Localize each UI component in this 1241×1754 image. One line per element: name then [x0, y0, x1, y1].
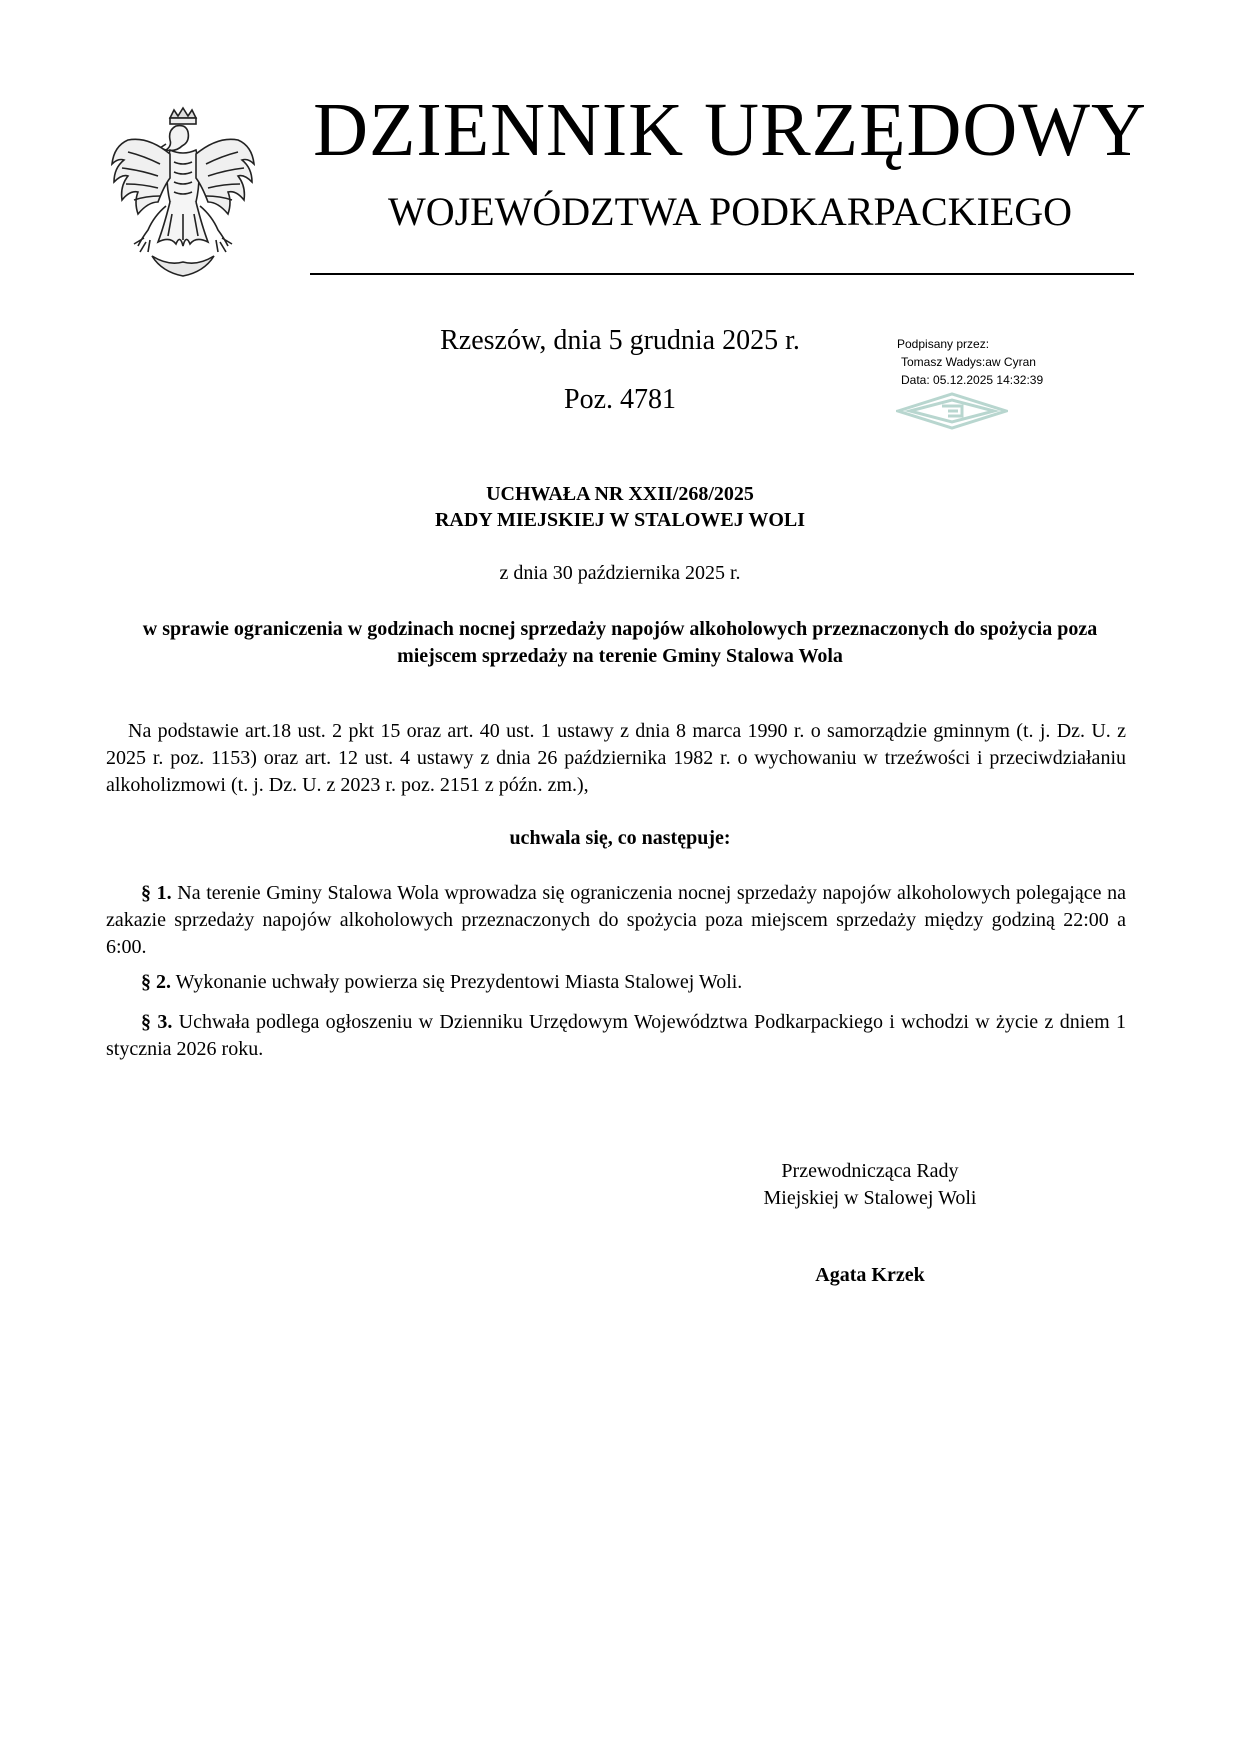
legal-basis-preamble: Na podstawie art.18 ust. 2 pkt 15 oraz art. 40 ust. 1 ustawy z dnia 8 marca 1990 r. o samorządzie gminnym (t. j. Dz. U. z 2025 r. poz. 1153) oraz art. 12 ust. 4 ustawy z dnia 26 października 1982 r. o wychowaniu w trzeźwości i przeciwdziałaniu alkoholizmowi (t. j. Dz. U. z 2023 r. poz. 2151 z późn. zm.),	[106, 720, 1126, 796]
paragraph-label: § 3.	[141, 1011, 173, 1033]
signer-name: Tomasz Wadys:aw Cyran	[901, 355, 1036, 369]
resolves-clause: uchwala się, co następuje:	[509, 827, 731, 849]
journal-subtitle: WOJEWÓDZTWA PODKARPACKIEGO	[387, 189, 1073, 234]
signatory-title-line-1: Przewodnicząca Rady	[781, 1160, 959, 1182]
paragraph-1	[106, 880, 1126, 961]
paragraph-label: § 2.	[141, 971, 171, 993]
signatory-title-line-2: Miejskiej w Stalowej Woli	[763, 1187, 977, 1209]
paragraph-3	[106, 1009, 1126, 1063]
resolution-number: UCHWAŁA NR XXII/268/2025	[486, 483, 754, 505]
journal-title: DZIENNIK URZĘDOWY	[313, 88, 1147, 172]
council-name: RADY MIEJSKIEJ W STALOWEJ WOLI	[434, 509, 806, 531]
paragraph-text: Na terenie Gminy Stalowa Wola wprowadza się ograniczenia nocnej sprzedaży napojów alkoholowych polegające na zakazie sprzedaży napojów alkoholowych przeznaczonych do spożycia poza miejscem sprzedaży między godziną 22:00 a 6:00.	[106, 882, 1126, 958]
publication-place-date: Rzeszów, dnia 5 grudnia 2025 r.	[440, 325, 800, 356]
paragraph-text: Wykonanie uchwały powierza się Prezydentowi Miasta Stalowej Woli.	[175, 971, 743, 993]
signature-label: Podpisany przez:	[897, 337, 990, 351]
digital-signature-info	[897, 335, 1127, 389]
header-divider	[310, 273, 1134, 275]
paragraph-label: § 1.	[141, 882, 172, 904]
polish-eagle-emblem-icon	[108, 106, 258, 281]
paragraph-2	[106, 969, 1126, 996]
signatory-name: Agata Krzek	[815, 1264, 925, 1286]
resolution-date: z dnia 30 października 2025 r.	[499, 562, 741, 584]
resolution-subject: w sprawie ograniczenia w godzinach nocnej sprzedaży napojów alkoholowych przeznaczonych do spożycia poza miejscem sprzedaży na terenie Gminy Stalowa Wola	[142, 618, 1098, 667]
publication-position: Poz. 4781	[564, 384, 676, 415]
signatory-title	[700, 1158, 1040, 1212]
signature-date: Data: 05.12.2025 14:32:39	[901, 373, 1044, 387]
signature-validity-icon	[896, 392, 1008, 430]
paragraph-text: Uchwała podlega ogłoszeniu w Dzienniku Urzędowym Województwa Podkarpackiego i wchodzi w życie z dniem 1 stycznia 2026 roku.	[106, 1011, 1127, 1060]
